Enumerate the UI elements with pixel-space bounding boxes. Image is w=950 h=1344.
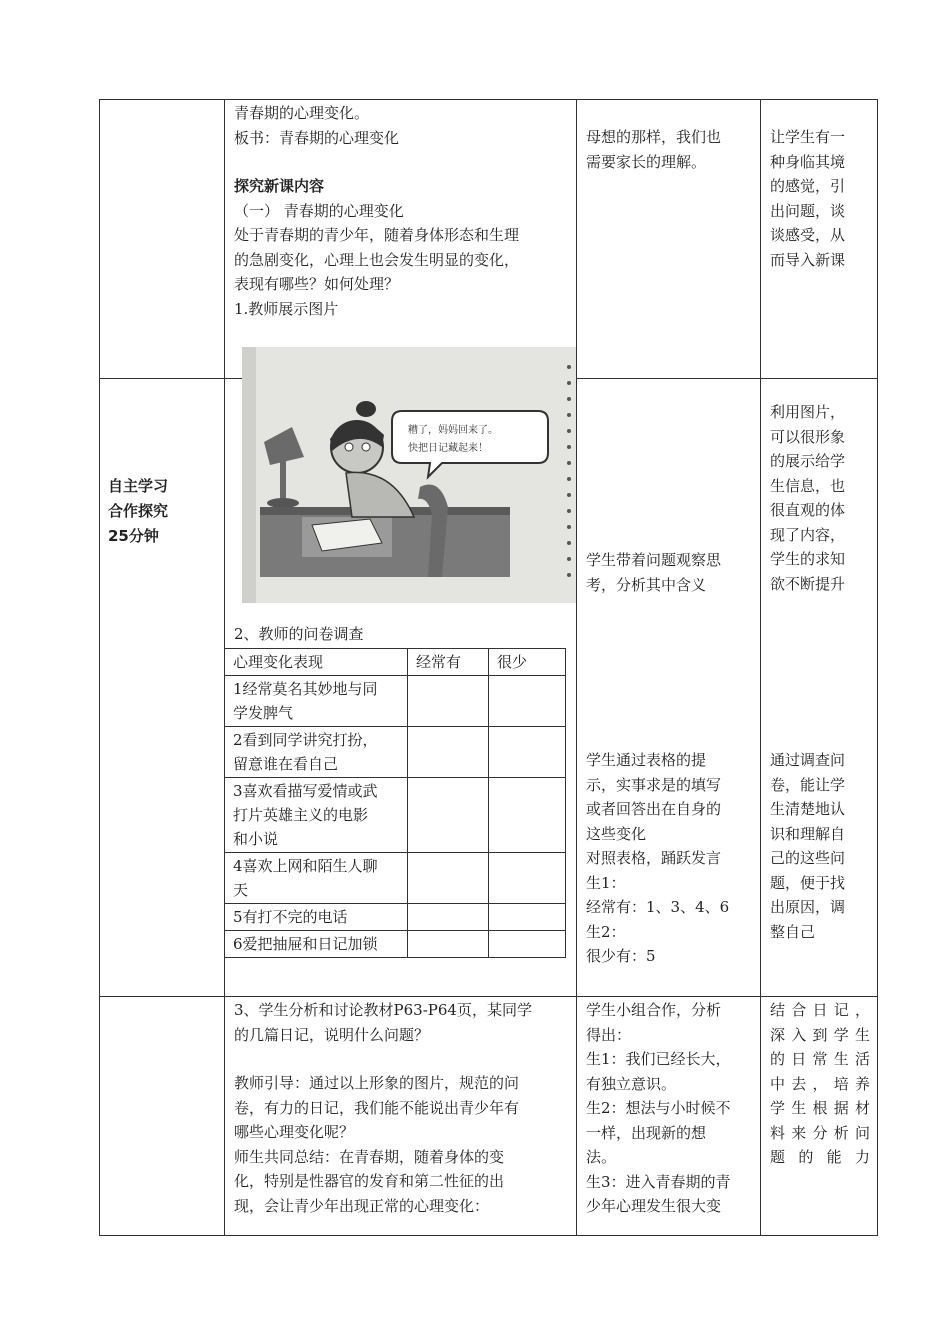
- survey-header: 很少: [489, 649, 566, 676]
- content-line: 欲不断提升: [770, 574, 846, 593]
- survey-answer-rarely[interactable]: [489, 931, 566, 958]
- content-line: 需要家长的理解。: [586, 152, 707, 171]
- content-line: 现，会让青少年出现正常的心理变化：: [234, 1196, 490, 1215]
- content-line: 的几篇日记，说明什么问题？: [234, 1025, 430, 1044]
- content-line: 让学生有一: [770, 128, 846, 146]
- row-divider-2: [99, 996, 878, 997]
- content-line: 种身临其境: [770, 152, 846, 171]
- row1-teacher-content: [234, 101, 519, 321]
- survey-item-line: 4喜欢上网和陌生人聊: [233, 857, 378, 875]
- survey-row: [225, 727, 566, 778]
- survey-item-line: 2看到同学讲究打扮，: [233, 731, 378, 749]
- speech-bubble-line: 糟了，妈妈回来了。: [408, 425, 498, 436]
- phase-line: 25分钟: [108, 527, 159, 545]
- survey-item-line: 留意谁在看自己: [233, 755, 339, 773]
- survey-row: [225, 853, 566, 904]
- content-line: 板书：青春期的心理变化: [234, 128, 400, 147]
- speech-bubble-line: 快把日记藏起来！: [408, 443, 488, 454]
- content-line: 利用图片，: [770, 403, 846, 421]
- phase-line: 自主学习: [108, 477, 169, 495]
- survey-header: 心理变化表现: [225, 649, 408, 676]
- survey-item-line: 学发脾气: [233, 704, 294, 722]
- survey-row: [225, 778, 566, 853]
- survey-answer-often[interactable]: [408, 778, 489, 853]
- content-line: 学生通过表格的提: [586, 751, 707, 769]
- content-line: 生1：我们已经长大，: [586, 1050, 731, 1068]
- content-line: 对照表格，踊跃发言: [586, 849, 722, 867]
- content-line: 生2：想法与小时候不: [586, 1099, 731, 1117]
- content-line: 处于青春期的青少年，随着身体形态和生理: [234, 226, 520, 244]
- content-line: 师生共同总结：在青春期，随着身体的变: [234, 1147, 505, 1166]
- row2-design-intent-b: [770, 748, 845, 944]
- content-line: 而导入新课: [770, 250, 846, 269]
- survey-answer-often[interactable]: [408, 676, 489, 727]
- survey-answer-rarely[interactable]: [489, 904, 566, 931]
- survey-table: [224, 648, 566, 958]
- survey-header-row: [225, 649, 566, 676]
- step-label: 2、教师的问卷调查: [234, 625, 364, 643]
- content-line: 识和理解自: [770, 824, 846, 843]
- row2-design-intent-a: [770, 400, 845, 596]
- survey-answer-often[interactable]: [408, 853, 489, 904]
- content-line: 学生小组合作，分析: [586, 1001, 722, 1019]
- row2-student-activity-b: [586, 748, 729, 969]
- content-line: 生3：进入青春期的青: [586, 1172, 731, 1191]
- content-line: 少年心理发生很大变: [586, 1197, 722, 1215]
- content-line: 可以很形象: [770, 427, 846, 446]
- survey-item: [225, 931, 408, 958]
- content-line: 谈感受，从: [770, 226, 846, 244]
- content-line: 题，便于找: [770, 873, 846, 892]
- survey-item: [225, 727, 408, 778]
- table-border-left: [99, 99, 100, 1235]
- content-line: 这些变化: [586, 824, 647, 843]
- content-line: 深入到学生: [770, 1025, 870, 1044]
- content-line: 通过调查问: [770, 751, 846, 769]
- content-line: 的展示给学: [770, 452, 846, 470]
- content-line: 青春期的心理变化。: [234, 104, 370, 122]
- content-line: 学生根据材: [770, 1099, 870, 1117]
- survey-item: [225, 853, 408, 904]
- survey-answer-rarely[interactable]: [489, 778, 566, 853]
- content-line: 母想的那样，我们也: [586, 128, 722, 146]
- content-line: 学生的求知: [770, 550, 846, 568]
- content-line: 结合日记，: [770, 1001, 870, 1019]
- table-border-bottom: [99, 1235, 878, 1236]
- phase-label: [108, 474, 168, 549]
- row3-student-activity: [586, 998, 731, 1219]
- subsection-heading: （一） 青春期的心理变化: [234, 201, 404, 220]
- survey-item: [225, 778, 408, 853]
- survey-answer-rarely[interactable]: [489, 676, 566, 727]
- content-line: 或者回答出在自身的: [586, 800, 722, 818]
- phase-line: 合作探究: [108, 502, 169, 520]
- content-line: 料来分析问: [770, 1123, 870, 1142]
- step2-label: [234, 622, 364, 647]
- survey-item: [225, 676, 408, 727]
- content-line: 出问题，谈: [770, 201, 846, 220]
- table-border-top: [99, 99, 878, 100]
- content-line: 一样，出现新的想: [586, 1123, 707, 1142]
- content-line: 生清楚地认: [770, 800, 846, 818]
- content-line: 学生带着问题观察思: [586, 551, 722, 569]
- content-line: 考，分析其中含义: [586, 575, 707, 594]
- content-line: 生信息，也: [770, 476, 846, 495]
- content-line: 很直观的体: [770, 501, 846, 519]
- survey-item-line: 5有打不完的电话: [233, 908, 348, 926]
- content-line: 己的这些问: [770, 849, 846, 867]
- survey-item-line: 和小说: [233, 830, 279, 848]
- row1-design-intent: [770, 125, 845, 272]
- survey-item-line: 1经常莫名其妙地与同: [233, 680, 378, 698]
- content-line: 有独立意识。: [586, 1074, 677, 1093]
- survey-answer-often[interactable]: [408, 931, 489, 958]
- content-line: 的日常生活: [770, 1050, 870, 1068]
- survey-item: [225, 904, 408, 931]
- column-divider-3: [760, 99, 761, 1235]
- content-line: 卷，能让学: [770, 775, 846, 794]
- content-line: 现了内容，: [770, 525, 846, 544]
- survey-item-line: 6爱把抽屉和日记加锁: [233, 935, 378, 953]
- section-heading: 探究新课内容: [234, 177, 325, 195]
- content-line: 示，实事求是的填写: [586, 775, 722, 794]
- content-line: 表现有哪些？如何处理？: [234, 275, 400, 293]
- content-line: 得出：: [586, 1025, 632, 1044]
- table-border-right: [877, 99, 878, 1235]
- survey-row: [225, 676, 566, 727]
- content-line: 整自己: [770, 922, 816, 941]
- step-label: 1.教师展示图片: [234, 299, 339, 318]
- row1-student-activity: [586, 125, 721, 174]
- content-line: 的感觉，引: [770, 177, 846, 195]
- row3-design-intent: [770, 998, 870, 1170]
- column-divider-2: [576, 99, 577, 1235]
- survey-item-line: 3喜欢看描写爱情或武: [233, 782, 378, 800]
- row3-teacher-content: [234, 998, 532, 1218]
- content-line: 卷，有力的日记，我们能不能说出青少年有: [234, 1098, 520, 1117]
- content-line: 法。: [586, 1148, 617, 1166]
- content-line: 中去，培养: [770, 1074, 870, 1093]
- survey-row: [225, 904, 566, 931]
- content-line: 出原因，调: [770, 898, 846, 916]
- survey-item-line: 打片英雄主义的电影: [233, 806, 369, 824]
- content-line: 题的能力: [770, 1148, 870, 1166]
- content-line: 生1：: [586, 873, 626, 892]
- survey-answer-often[interactable]: [408, 904, 489, 931]
- survey-answer-rarely[interactable]: [489, 727, 566, 778]
- content-line: 化，特别是性器官的发育和第二性征的出: [234, 1172, 505, 1190]
- content-line: 生2：: [586, 922, 626, 941]
- content-line: 的急剧变化，心理上也会发生明显的变化，: [234, 250, 520, 269]
- content-line: 3、学生分析和讨论教材P63-P64页，某同学: [234, 1001, 532, 1019]
- survey-answer-rarely[interactable]: [489, 853, 566, 904]
- row2-student-activity-a: [586, 548, 721, 597]
- content-line: 哪些心理变化呢？: [234, 1123, 355, 1141]
- content-line: 很少有：5: [586, 947, 656, 965]
- survey-answer-often[interactable]: [408, 727, 489, 778]
- content-line: 经常有：1、3、4、6: [586, 898, 730, 916]
- survey-item-line: 天: [233, 881, 249, 899]
- content-line: 教师引导：通过以上形象的图片，规范的问: [234, 1074, 520, 1092]
- survey-row: [225, 931, 566, 958]
- cartoon-illustration: [242, 347, 576, 603]
- survey-header: 经常有: [408, 649, 489, 676]
